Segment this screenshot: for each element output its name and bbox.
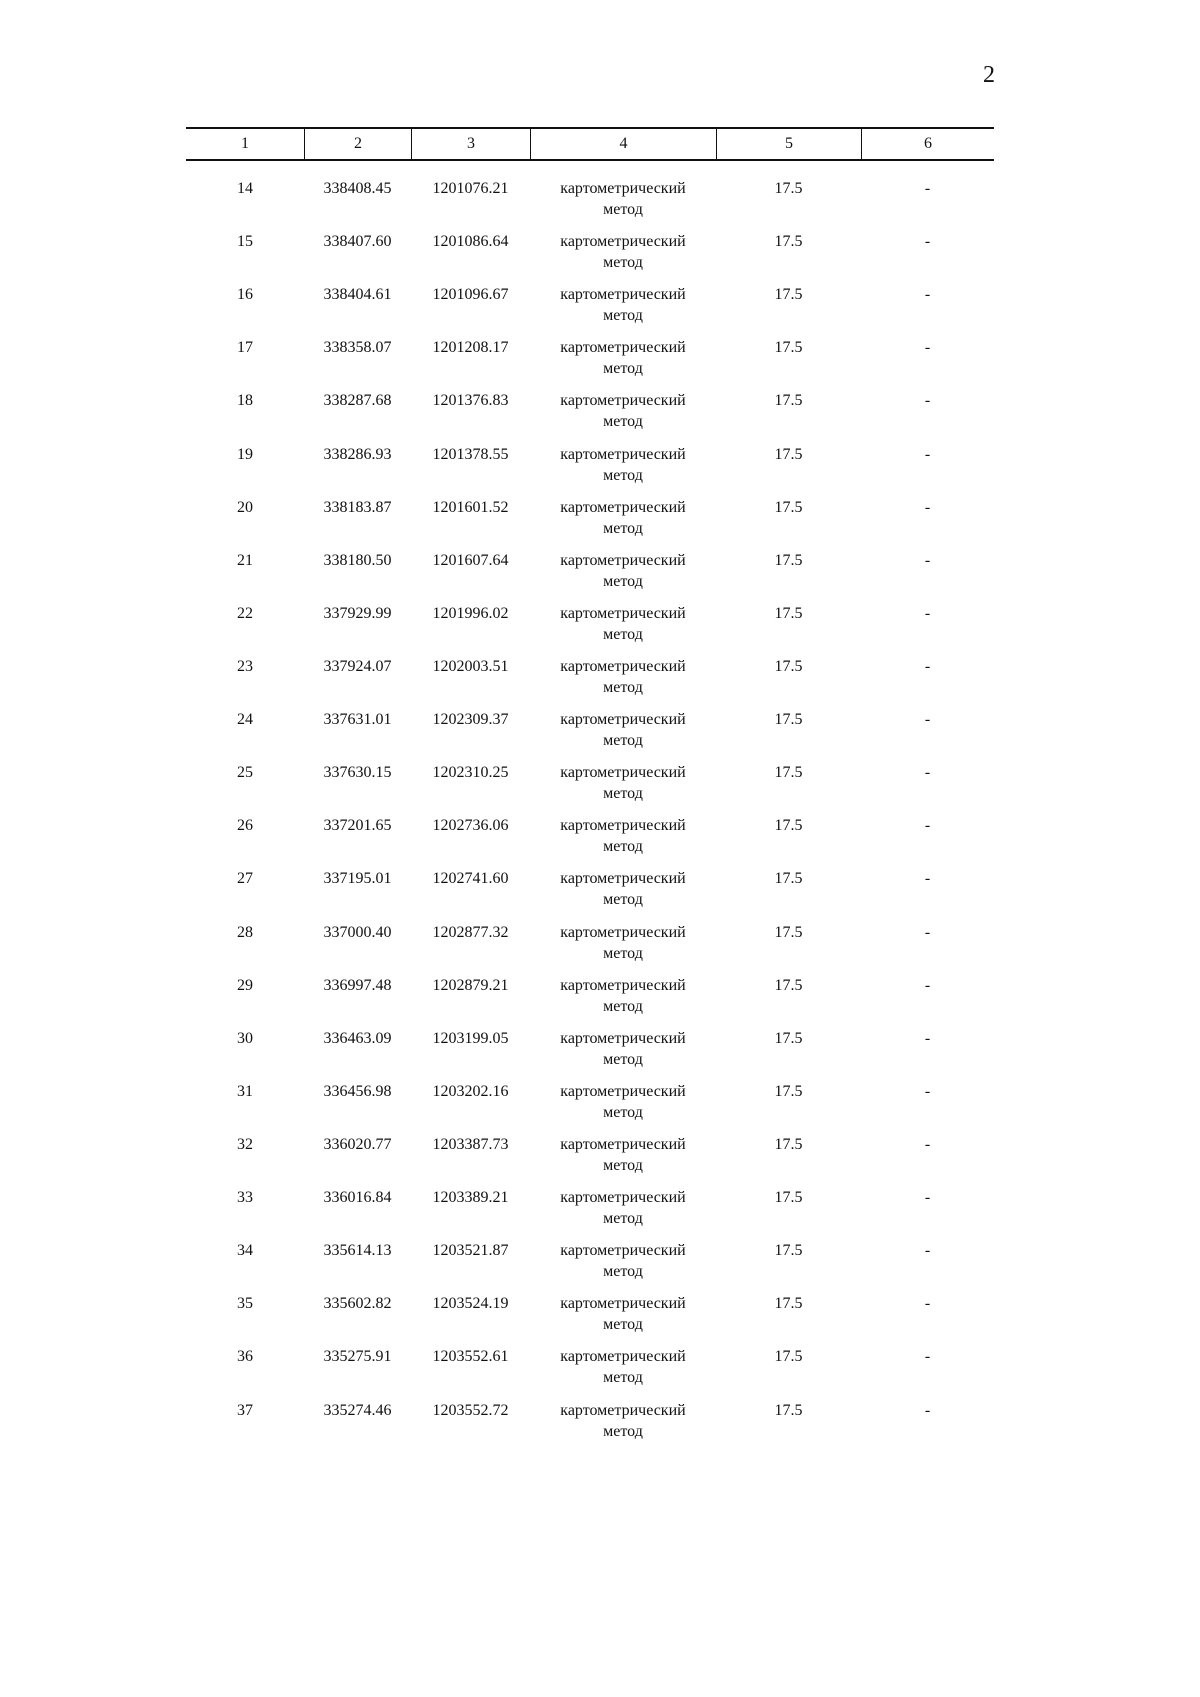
point-number-cell: 15 bbox=[237, 233, 253, 251]
table-row bbox=[186, 1064, 994, 1121]
note-cell: - bbox=[924, 870, 931, 888]
method-line-2: метод bbox=[603, 997, 643, 1015]
table-row bbox=[186, 480, 994, 537]
accuracy-cell: 17.5 bbox=[774, 817, 803, 835]
y-coordinate-cell: 1202877.32 bbox=[432, 923, 509, 941]
y-coordinate-cell: 1203199.05 bbox=[432, 1029, 509, 1047]
method-line-1: картометрический bbox=[560, 1401, 686, 1419]
table-row bbox=[186, 373, 994, 431]
method-line-2: метод bbox=[603, 625, 643, 643]
column-header-4: 4 bbox=[530, 129, 716, 159]
method-line-1: картометрический bbox=[560, 233, 686, 251]
method-line-1: картометрический bbox=[560, 817, 686, 835]
x-coordinate-cell: 335274.46 bbox=[323, 1401, 392, 1419]
point-number-cell: 22 bbox=[237, 604, 253, 622]
table-row bbox=[186, 1276, 994, 1334]
x-coordinate-cell: 337630.15 bbox=[323, 764, 392, 782]
table-row bbox=[186, 533, 994, 590]
y-coordinate-cell: 1202003.51 bbox=[432, 657, 509, 675]
accuracy-cell: 17.5 bbox=[774, 286, 803, 304]
y-coordinate-cell: 1201607.64 bbox=[432, 551, 509, 569]
method-line-2: метод bbox=[603, 201, 643, 218]
column-header-2: 2 bbox=[304, 129, 411, 159]
method-line-2: метод bbox=[603, 1422, 643, 1440]
accuracy-cell: 17.5 bbox=[774, 445, 803, 463]
method-line-1: картометрический bbox=[560, 870, 686, 888]
method-line-2: метод bbox=[603, 307, 643, 325]
y-coordinate-cell: 1201076.21 bbox=[432, 180, 509, 197]
point-number-cell: 34 bbox=[237, 1242, 253, 1260]
point-number-cell: 26 bbox=[237, 817, 253, 835]
x-coordinate-cell: 338287.68 bbox=[323, 392, 392, 410]
point-number-cell: 21 bbox=[237, 551, 253, 569]
accuracy-cell: 17.5 bbox=[774, 339, 803, 357]
table-row bbox=[186, 692, 994, 750]
note-cell: - bbox=[924, 1029, 931, 1047]
note-cell: - bbox=[924, 498, 931, 516]
point-number-cell: 16 bbox=[237, 286, 253, 304]
y-coordinate-cell: 1202741.60 bbox=[432, 870, 509, 888]
method-line-1: картометрический bbox=[560, 1029, 686, 1047]
y-coordinate-cell: 1203552.61 bbox=[432, 1348, 509, 1366]
x-coordinate-cell: 336456.98 bbox=[323, 1082, 392, 1100]
y-coordinate-cell: 1202310.25 bbox=[432, 764, 509, 782]
method-line-1: картометрический bbox=[560, 1295, 686, 1313]
table-row bbox=[186, 1329, 994, 1387]
point-number-cell: 19 bbox=[237, 445, 253, 463]
accuracy-cell: 17.5 bbox=[774, 711, 803, 729]
x-coordinate-cell: 337195.01 bbox=[323, 870, 392, 888]
method-line-1: картометрический bbox=[560, 976, 686, 994]
page-number: 2 bbox=[983, 62, 995, 88]
method-line-1: картометрический bbox=[560, 392, 686, 410]
method-line-1: картометрический bbox=[560, 1189, 686, 1207]
accuracy-cell: 17.5 bbox=[774, 1348, 803, 1366]
column-header-1: 1 bbox=[241, 135, 249, 152]
point-number-cell: 35 bbox=[237, 1295, 253, 1313]
point-number-cell: 25 bbox=[237, 764, 253, 782]
method-line-1: картометрический bbox=[560, 1242, 686, 1260]
point-number-cell: 23 bbox=[237, 657, 253, 675]
x-coordinate-cell: 338183.87 bbox=[323, 498, 392, 516]
accuracy-cell: 17.5 bbox=[774, 923, 803, 941]
method-line-1: картометрический bbox=[560, 445, 686, 463]
column-header-5: 5 bbox=[716, 129, 861, 159]
coordinates-table bbox=[186, 127, 994, 1440]
note-cell: - bbox=[924, 445, 931, 463]
method-line-2: метод bbox=[603, 1050, 643, 1068]
method-line-2: метод bbox=[603, 1210, 643, 1228]
accuracy-cell: 17.5 bbox=[774, 764, 803, 782]
table-row bbox=[186, 905, 994, 962]
method-line-2: метод bbox=[603, 466, 643, 484]
x-coordinate-cell: 335275.91 bbox=[323, 1348, 392, 1366]
y-coordinate-cell: 1201996.02 bbox=[432, 604, 509, 622]
y-coordinate-cell: 1201376.83 bbox=[432, 392, 509, 410]
accuracy-cell: 17.5 bbox=[774, 180, 803, 197]
method-line-2: метод bbox=[603, 1369, 643, 1387]
y-coordinate-cell: 1202879.21 bbox=[432, 976, 509, 994]
table-row bbox=[186, 1223, 994, 1281]
accuracy-cell: 17.5 bbox=[774, 1295, 803, 1313]
method-line-2: метод bbox=[603, 732, 643, 750]
x-coordinate-cell: 338358.07 bbox=[323, 339, 392, 357]
point-number-cell: 24 bbox=[237, 711, 253, 729]
point-number-cell: 37 bbox=[237, 1401, 253, 1419]
table-row bbox=[186, 851, 994, 909]
column-header-3: 3 bbox=[411, 129, 530, 159]
point-number-cell: 32 bbox=[237, 1135, 253, 1153]
point-number-cell: 17 bbox=[237, 339, 253, 357]
x-coordinate-cell: 338407.60 bbox=[323, 233, 392, 251]
y-coordinate-cell: 1201208.17 bbox=[432, 339, 509, 357]
y-coordinate-cell: 1201378.55 bbox=[432, 445, 509, 463]
method-line-1: картометрический bbox=[560, 657, 686, 675]
point-number-cell: 30 bbox=[237, 1029, 253, 1047]
method-line-2: метод bbox=[603, 519, 643, 537]
x-coordinate-cell: 337631.01 bbox=[323, 711, 392, 729]
x-coordinate-cell: 337000.40 bbox=[323, 923, 392, 941]
table-row bbox=[186, 427, 994, 484]
note-cell: - bbox=[924, 764, 931, 782]
method-line-1: картометрический bbox=[560, 923, 686, 941]
method-line-2: метод bbox=[603, 413, 643, 431]
method-line-1: картометрический bbox=[560, 286, 686, 304]
note-cell: - bbox=[924, 1242, 931, 1260]
point-number-cell: 27 bbox=[237, 870, 253, 888]
method-line-2: метод bbox=[603, 838, 643, 856]
x-coordinate-cell: 338404.61 bbox=[323, 286, 392, 304]
point-number-cell: 29 bbox=[237, 976, 253, 994]
note-cell: - bbox=[924, 923, 931, 941]
note-cell: - bbox=[924, 551, 931, 569]
method-line-2: метод bbox=[603, 254, 643, 272]
x-coordinate-cell: 338286.93 bbox=[323, 445, 392, 463]
x-coordinate-cell: 337929.99 bbox=[323, 604, 392, 622]
point-number-cell: 18 bbox=[237, 392, 253, 410]
accuracy-cell: 17.5 bbox=[774, 1135, 803, 1153]
accuracy-cell: 17.5 bbox=[774, 604, 803, 622]
table-row bbox=[186, 745, 994, 803]
y-coordinate-cell: 1203387.73 bbox=[432, 1135, 509, 1153]
note-cell: - bbox=[924, 180, 931, 197]
note-cell: - bbox=[924, 604, 931, 622]
method-line-2: метод bbox=[603, 1156, 643, 1174]
accuracy-cell: 17.5 bbox=[774, 1082, 803, 1100]
point-number-cell: 31 bbox=[237, 1082, 253, 1100]
y-coordinate-cell: 1203524.19 bbox=[432, 1295, 509, 1313]
method-line-1: картометрический bbox=[560, 1082, 686, 1100]
table-row bbox=[186, 320, 994, 378]
method-line-1: картометрический bbox=[560, 339, 686, 357]
x-coordinate-cell: 337201.65 bbox=[323, 817, 392, 835]
note-cell: - bbox=[924, 1135, 931, 1153]
accuracy-cell: 17.5 bbox=[774, 392, 803, 410]
method-line-2: метод bbox=[603, 572, 643, 590]
table-body bbox=[186, 161, 994, 1440]
method-line-1: картометрический bbox=[560, 764, 686, 782]
y-coordinate-cell: 1203389.21 bbox=[432, 1189, 509, 1207]
x-coordinate-cell: 336016.84 bbox=[323, 1189, 392, 1207]
y-coordinate-cell: 1201096.67 bbox=[432, 286, 509, 304]
accuracy-cell: 17.5 bbox=[774, 870, 803, 888]
y-coordinate-cell: 1203521.87 bbox=[432, 1242, 509, 1260]
column-header-6: 6 bbox=[861, 129, 994, 159]
x-coordinate-cell: 338180.50 bbox=[323, 551, 392, 569]
method-line-2: метод bbox=[603, 785, 643, 803]
accuracy-cell: 17.5 bbox=[774, 498, 803, 516]
table-row bbox=[186, 161, 994, 218]
accuracy-cell: 17.5 bbox=[774, 1189, 803, 1207]
table-row bbox=[186, 639, 994, 696]
table-row bbox=[186, 586, 994, 643]
note-cell: - bbox=[924, 339, 931, 357]
y-coordinate-cell: 1203202.16 bbox=[432, 1082, 509, 1100]
table-row bbox=[186, 1170, 994, 1228]
method-line-2: метод bbox=[603, 1103, 643, 1121]
table-row bbox=[186, 1117, 994, 1174]
x-coordinate-cell: 336463.09 bbox=[323, 1029, 392, 1047]
y-coordinate-cell: 1202736.06 bbox=[432, 817, 509, 835]
method-line-1: картометрический bbox=[560, 1135, 686, 1153]
point-number-cell: 36 bbox=[237, 1348, 253, 1366]
note-cell: - bbox=[924, 233, 931, 251]
table-row bbox=[186, 958, 994, 1015]
point-number-cell: 14 bbox=[237, 180, 253, 197]
note-cell: - bbox=[924, 1348, 931, 1366]
table-row bbox=[186, 1383, 994, 1440]
method-cell bbox=[530, 1400, 716, 1442]
method-line-1: картометрический bbox=[560, 1348, 686, 1366]
note-cell: - bbox=[924, 286, 931, 304]
x-coordinate-cell: 335602.82 bbox=[323, 1295, 392, 1313]
accuracy-cell: 17.5 bbox=[774, 233, 803, 251]
point-number-cell: 20 bbox=[237, 498, 253, 516]
method-line-2: метод bbox=[603, 678, 643, 696]
method-line-2: метод bbox=[603, 1263, 643, 1281]
x-coordinate-cell: 338408.45 bbox=[323, 180, 392, 197]
x-coordinate-cell: 335614.13 bbox=[323, 1242, 392, 1260]
x-coordinate-cell: 336997.48 bbox=[323, 976, 392, 994]
table-row bbox=[186, 214, 994, 272]
y-coordinate-cell: 1203552.72 bbox=[432, 1401, 509, 1419]
method-line-2: метод bbox=[603, 1316, 643, 1334]
method-line-1: картометрический bbox=[560, 604, 686, 622]
accuracy-cell: 17.5 bbox=[774, 1242, 803, 1260]
table-row bbox=[186, 798, 994, 856]
note-cell: - bbox=[924, 392, 931, 410]
method-line-2: метод bbox=[603, 944, 643, 962]
method-line-1: картометрический bbox=[560, 551, 686, 569]
point-number-cell: 33 bbox=[237, 1189, 253, 1207]
method-line-1: картометрический bbox=[560, 711, 686, 729]
note-cell: - bbox=[924, 711, 931, 729]
accuracy-cell: 17.5 bbox=[774, 551, 803, 569]
point-number-cell: 28 bbox=[237, 923, 253, 941]
y-coordinate-cell: 1201086.64 bbox=[432, 233, 509, 251]
table-row bbox=[186, 267, 994, 325]
accuracy-cell: 17.5 bbox=[774, 976, 803, 994]
method-line-2: метод bbox=[603, 891, 643, 909]
table-row bbox=[186, 1011, 994, 1068]
x-coordinate-cell: 336020.77 bbox=[323, 1135, 392, 1153]
note-cell: - bbox=[924, 1295, 931, 1313]
accuracy-cell: 17.5 bbox=[774, 1401, 803, 1419]
y-coordinate-cell: 1201601.52 bbox=[432, 498, 509, 516]
accuracy-cell: 17.5 bbox=[774, 657, 803, 675]
y-coordinate-cell: 1202309.37 bbox=[432, 711, 509, 729]
method-line-1: картометрический bbox=[560, 498, 686, 516]
note-cell: - bbox=[924, 1401, 931, 1419]
accuracy-cell: 17.5 bbox=[774, 1029, 803, 1047]
method-line-2: метод bbox=[603, 360, 643, 378]
x-coordinate-cell: 337924.07 bbox=[323, 657, 392, 675]
note-cell: - bbox=[924, 657, 931, 675]
method-line-1: картометрический bbox=[560, 180, 686, 197]
table-header-row bbox=[186, 127, 994, 161]
note-cell: - bbox=[924, 976, 931, 994]
note-cell: - bbox=[924, 1082, 931, 1100]
note-cell: - bbox=[924, 817, 931, 835]
note-cell: - bbox=[924, 1189, 931, 1207]
